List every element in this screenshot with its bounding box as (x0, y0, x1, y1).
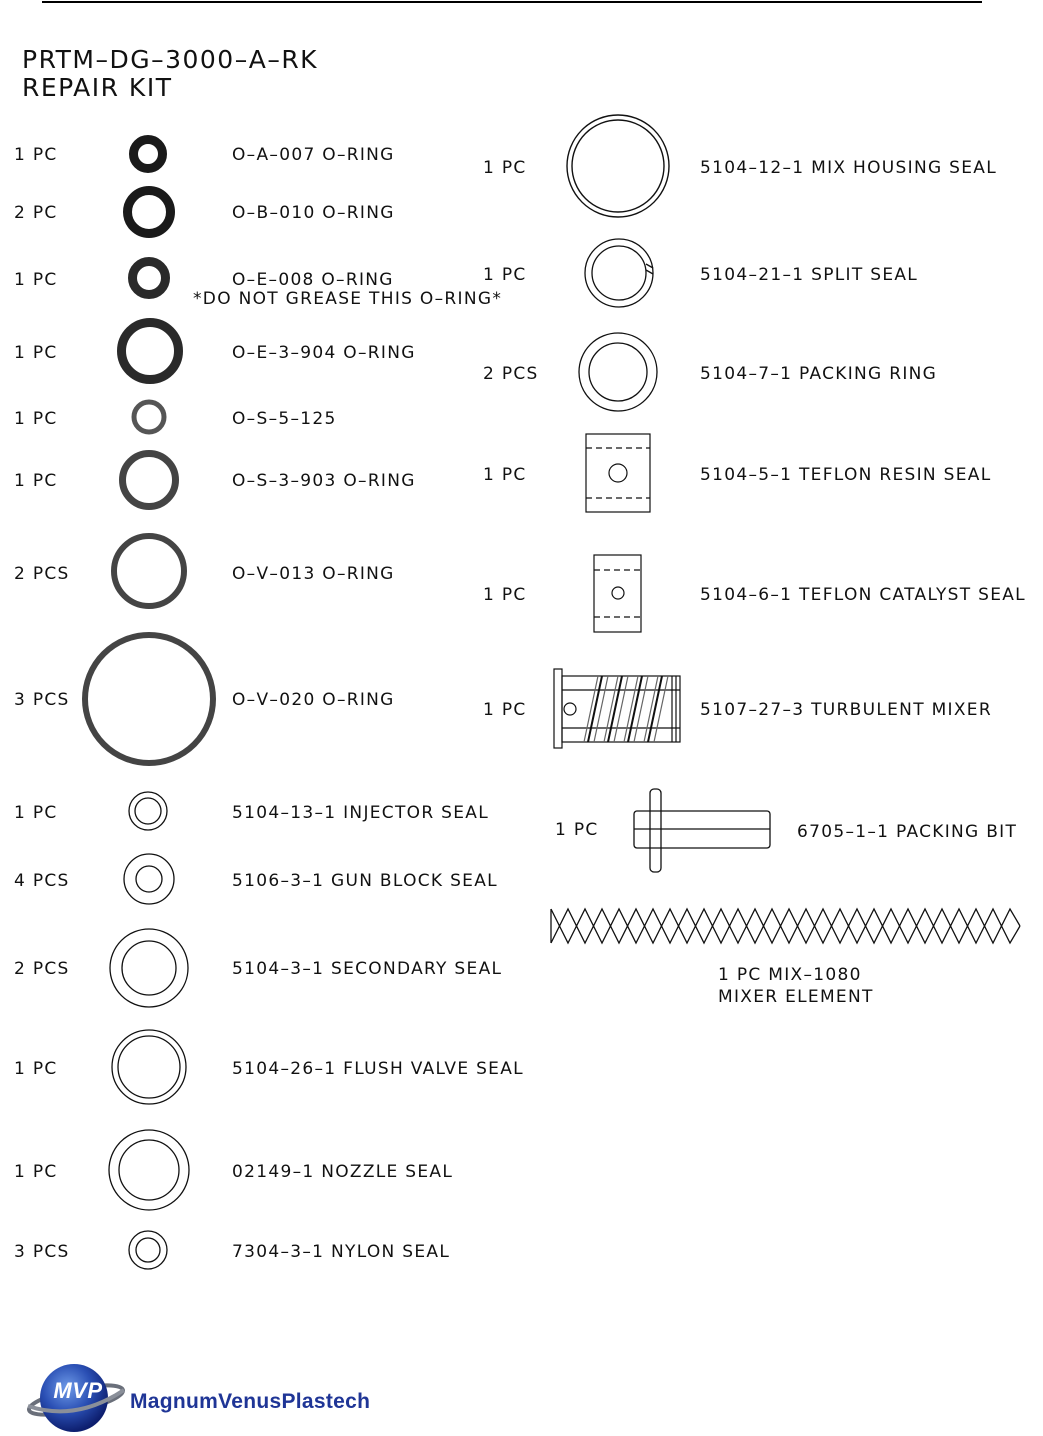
qty-turbulent-mixer: 1 PC (483, 700, 527, 720)
grease-warning-note: *DO NOT GREASE THIS O–RING* (193, 289, 503, 309)
qty-o-s-3-903: 1 PC (14, 471, 58, 491)
company-name: MagnumVenusPlastech (130, 1390, 371, 1413)
qty-injector-seal: 1 PC (14, 803, 58, 823)
qty-o-s-5-125: 1 PC (14, 409, 58, 429)
kit-part-number: PRTM–DG–3000–A–RK (22, 45, 319, 74)
part-o-e-3-904: O–E–3–904 O–RING (232, 343, 416, 363)
teflon-resin-seal-figure (586, 434, 650, 512)
split-seal-figure (585, 239, 653, 307)
part-o-e-008: O–E–008 O–RING (232, 270, 394, 290)
flush-valve-seal-figure (112, 1030, 186, 1104)
mixer-element-figure (551, 909, 1020, 943)
part-turbulent-mixer: 5107–27–3 TURBULENT MIXER (700, 700, 992, 720)
qty-packing-ring: 2 PCS (483, 364, 539, 384)
part-o-v-020: O–V–020 O–RING (232, 690, 395, 710)
qty-o-e-3-904: 1 PC (14, 343, 58, 363)
qty-o-v-020: 3 PCS (14, 690, 70, 710)
qty-nylon-seal: 3 PCS (14, 1242, 70, 1262)
mvp-logo-letters: MVP (53, 1378, 103, 1403)
qty-flush-valve-seal: 1 PC (14, 1059, 58, 1079)
part-injector-seal: 5104–13–1 INJECTOR SEAL (232, 803, 489, 823)
part-o-b-010: O–B–010 O–RING (232, 203, 395, 223)
part-nylon-seal: 7304–3–1 NYLON SEAL (232, 1242, 451, 1262)
packing-bit-figure (634, 789, 770, 872)
part-o-s-5-125: O–S–5–125 (232, 409, 337, 429)
qty-o-e-008: 1 PC (14, 270, 58, 290)
part-packing-ring: 5104–7–1 PACKING RING (700, 364, 938, 384)
qty-o-v-013: 2 PCS (14, 564, 70, 584)
part-packing-bit: 6705–1–1 PACKING BIT (797, 822, 1018, 842)
part-mix-housing-seal: 5104–12–1 MIX HOUSING SEAL (700, 158, 997, 178)
nylon-seal-figure (129, 1231, 167, 1269)
mixer-element-qty-part: 1 PC MIX–1080 (718, 965, 862, 985)
qty-gun-block-seal: 4 PCS (14, 871, 70, 891)
qty-split-seal: 1 PC (483, 265, 527, 285)
part-o-s-3-903: O–S–3–903 O–RING (232, 471, 416, 491)
mix-housing-seal-figure (567, 115, 669, 217)
packing-ring-figure (579, 333, 657, 411)
part-split-seal: 5104–21–1 SPLIT SEAL (700, 265, 919, 285)
nozzle-seal-figure (109, 1130, 189, 1210)
qty-packing-bit: 1 PC (555, 820, 599, 840)
part-secondary-seal: 5104–3–1 SECONDARY SEAL (232, 959, 503, 979)
part-teflon-resin-seal: 5104–5–1 TEFLON RESIN SEAL (700, 465, 992, 485)
qty-o-b-010: 2 PC (14, 203, 58, 223)
part-o-v-013: O–V–013 O–RING (232, 564, 395, 584)
mixer-element-label: MIXER ELEMENT (718, 987, 874, 1007)
part-teflon-catalyst-seal: 5104–6–1 TEFLON CATALYST SEAL (700, 585, 1026, 605)
qty-mix-housing-seal: 1 PC (483, 158, 527, 178)
qty-nozzle-seal: 1 PC (14, 1162, 58, 1182)
qty-o-a-007: 1 PC (14, 145, 58, 165)
part-o-a-007: O–A–007 O–RING (232, 145, 395, 165)
part-flush-valve-seal: 5104–26–1 FLUSH VALVE SEAL (232, 1059, 524, 1079)
qty-teflon-resin-seal: 1 PC (483, 465, 527, 485)
part-nozzle-seal: 02149–1 NOZZLE SEAL (232, 1162, 454, 1182)
part-gun-block-seal: 5106–3–1 GUN BLOCK SEAL (232, 871, 498, 891)
kit-title: REPAIR KIT (22, 73, 173, 102)
turbulent-mixer-figure (554, 669, 680, 748)
teflon-catalyst-seal-figure (594, 555, 641, 632)
qty-teflon-catalyst-seal: 1 PC (483, 585, 527, 605)
qty-secondary-seal: 2 PCS (14, 959, 70, 979)
